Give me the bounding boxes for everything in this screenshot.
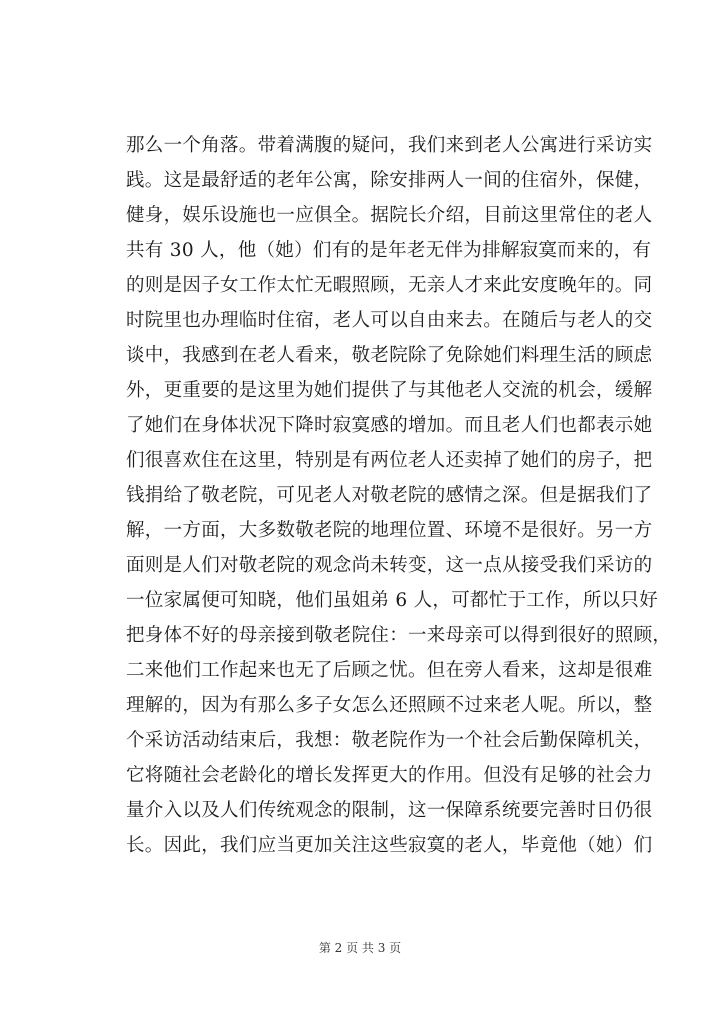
text-line: 个采访活动结束后，我想：敬老院作为一个社会后勤保障机关， xyxy=(126,730,653,751)
text-line: 量介入以及人们传统观念的限制，这一保障系统要完善时日仍很 xyxy=(126,800,653,821)
text-line: 二来他们工作起来也无了后顾之忧。但在旁人看来，这却是很难 xyxy=(126,660,653,681)
text-line: 钱捐给了敬老院，可见老人对敬老院的感情之深。但是据我们了 xyxy=(126,485,653,506)
text-line: 谈中，我感到在老人看来，敬老院除了免除她们料理生活的顾虑 xyxy=(126,345,653,366)
text-line: 理解的，因为有那么多子女怎么还照顾不过来老人呢。所以，整 xyxy=(126,695,653,716)
page-number-footer: 第 2 页 共 3 页 xyxy=(318,941,402,955)
text-line: 一位家属便可知晓，他们虽姐弟 6 人，可都忙于工作，所以只好 xyxy=(126,590,659,611)
text-line: 共有 30 人，他（她）们有的是年老无伴为排解寂寞而来的，有 xyxy=(126,240,652,261)
text-line: 解，一方面，大多数敬老院的地理位置、环境不是很好。另一方 xyxy=(126,520,653,541)
text-line: 外，更重要的是这里为她们提供了与其他老人交流的机会，缓解 xyxy=(126,380,653,401)
text-line: 的则是因子女工作太忙无暇照顾，无亲人才来此安度晚年的。同 xyxy=(126,275,653,296)
text-line: 那么一个角落。带着满腹的疑问，我们来到老人公寓进行采访实 xyxy=(126,135,653,156)
text-line: 了她们在身体状况下降时寂寞感的增加。而且老人们也都表示她 xyxy=(126,415,653,436)
text-line: 健身，娱乐设施也一应俱全。据院长介绍，目前这里常住的老人 xyxy=(126,205,653,226)
text-line: 们很喜欢住在这里，特别是有两位老人还卖掉了她们的房子，把 xyxy=(126,450,653,471)
body-text xyxy=(126,128,672,863)
text-line: 把身体不好的母亲接到敬老院住：一来母亲可以得到很好的照顾， xyxy=(126,625,672,646)
text-line: 践。这是最舒适的老年公寓，除安排两人一间的住宿外，保健， xyxy=(126,170,653,191)
text-line: 面则是人们对敬老院的观念尚未转变，这一点从接受我们采访的 xyxy=(126,555,653,576)
text-line: 长。因此，我们应当更加关注这些寂寞的老人，毕竟他（她）们 xyxy=(126,835,653,856)
text-line: 时院里也办理临时住宿，老人可以自由来去。在随后与老人的交 xyxy=(126,310,653,331)
text-line: 它将随社会老龄化的增长发挥更大的作用。但没有足够的社会力 xyxy=(126,765,653,786)
